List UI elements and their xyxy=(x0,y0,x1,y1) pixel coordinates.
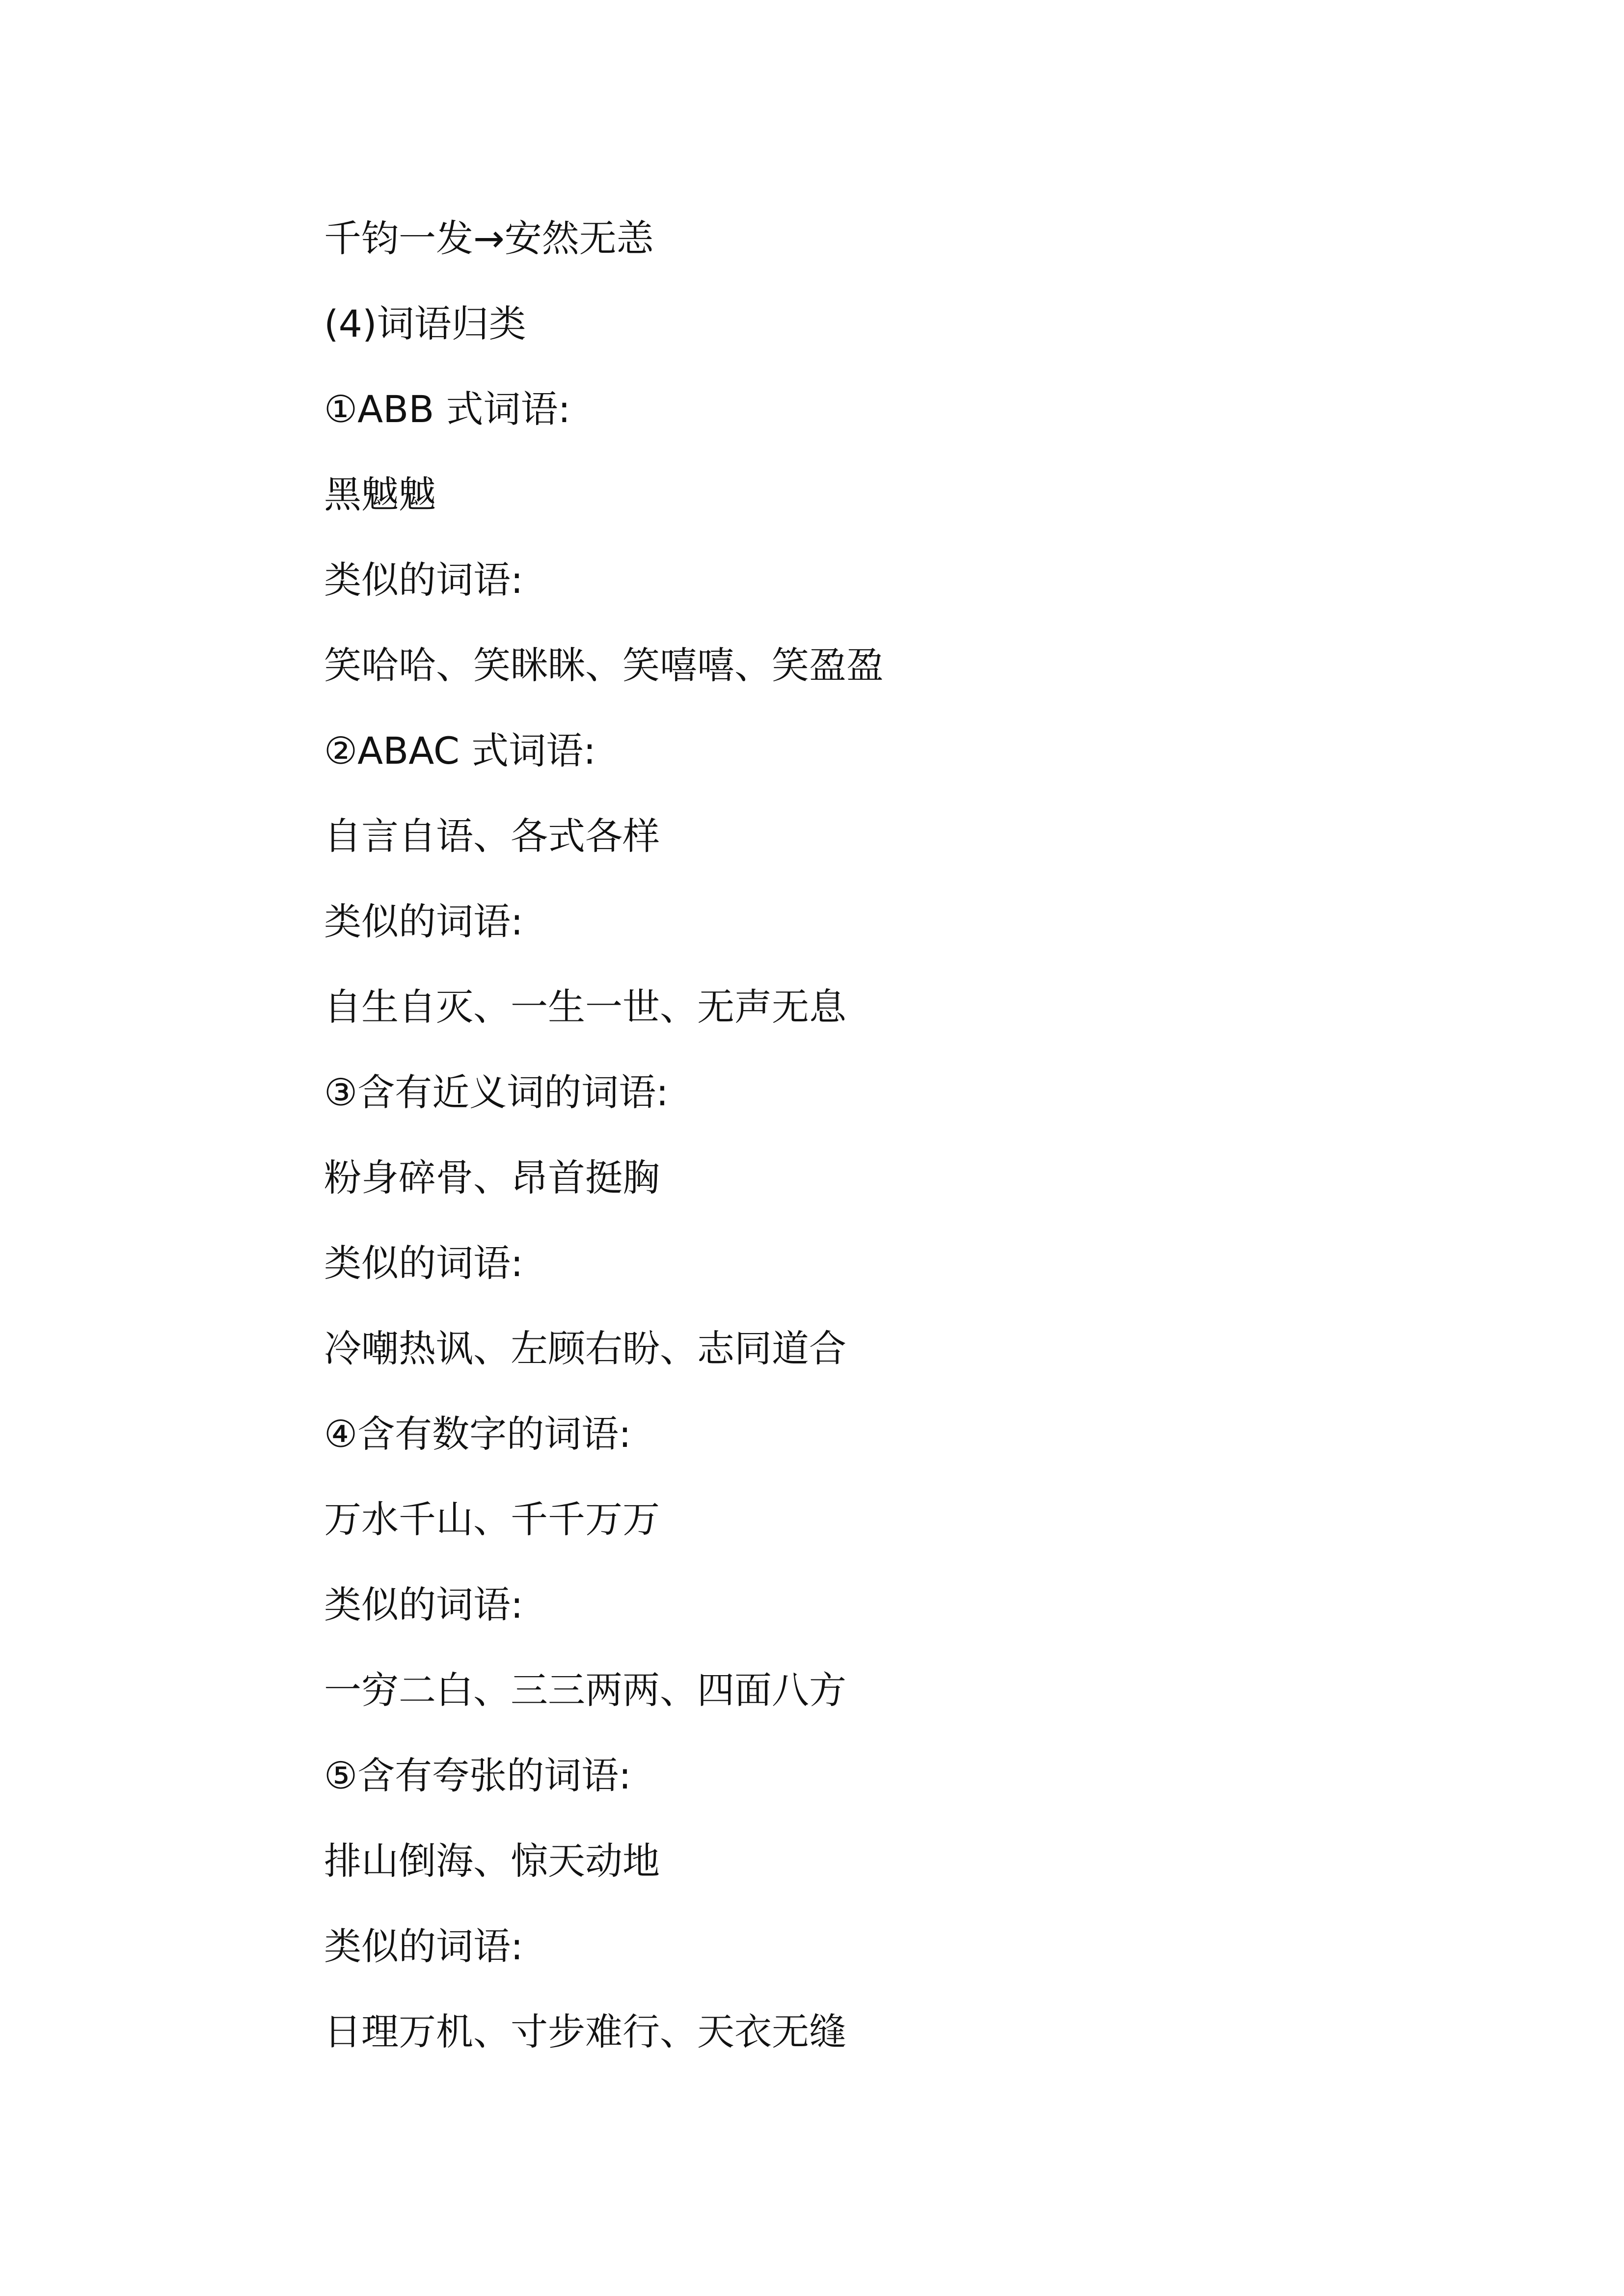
similar-words-label: 类似的词语: xyxy=(324,1583,523,1627)
similar-words-label: 类似的词语: xyxy=(324,558,523,602)
example-words: 粉身碎骨、昂首挺胸 xyxy=(324,1156,660,1200)
text-line: 千钧一发→安然无恙 xyxy=(324,216,654,260)
category-heading: ③含有近义词的词语: xyxy=(324,1070,669,1114)
example-words: 黑魆魆 xyxy=(324,473,436,516)
similar-words: 自生自灭、一生一世、无声无息 xyxy=(324,985,846,1029)
category-heading: ⑤含有夸张的词语: xyxy=(324,1754,631,1797)
similar-words: 一穷二白、三三两两、四面八方 xyxy=(324,1668,846,1712)
similar-words: 笑哈哈、笑眯眯、笑嘻嘻、笑盈盈 xyxy=(324,643,884,687)
example-words: 自言自语、各式各样 xyxy=(324,814,660,858)
category-heading: ②ABAC 式词语: xyxy=(324,729,596,773)
section-heading: (4)词语归类 xyxy=(324,302,526,346)
similar-words: 冷嘲热讽、左顾右盼、志同道合 xyxy=(324,1327,846,1370)
category-heading: ①ABB 式词语: xyxy=(324,387,571,431)
category-heading: ④含有数字的词语: xyxy=(324,1412,631,1456)
example-words: 万水千山、千千万万 xyxy=(324,1497,660,1541)
example-words: 排山倒海、惊天动地 xyxy=(324,1839,660,1883)
document-body xyxy=(324,206,1306,2085)
similar-words-label: 类似的词语: xyxy=(324,900,523,943)
similar-words-label: 类似的词语: xyxy=(324,1924,523,1968)
similar-words-label: 类似的词语: xyxy=(324,1241,523,1285)
similar-words: 日理万机、寸步难行、天衣无缝 xyxy=(324,2010,846,2054)
